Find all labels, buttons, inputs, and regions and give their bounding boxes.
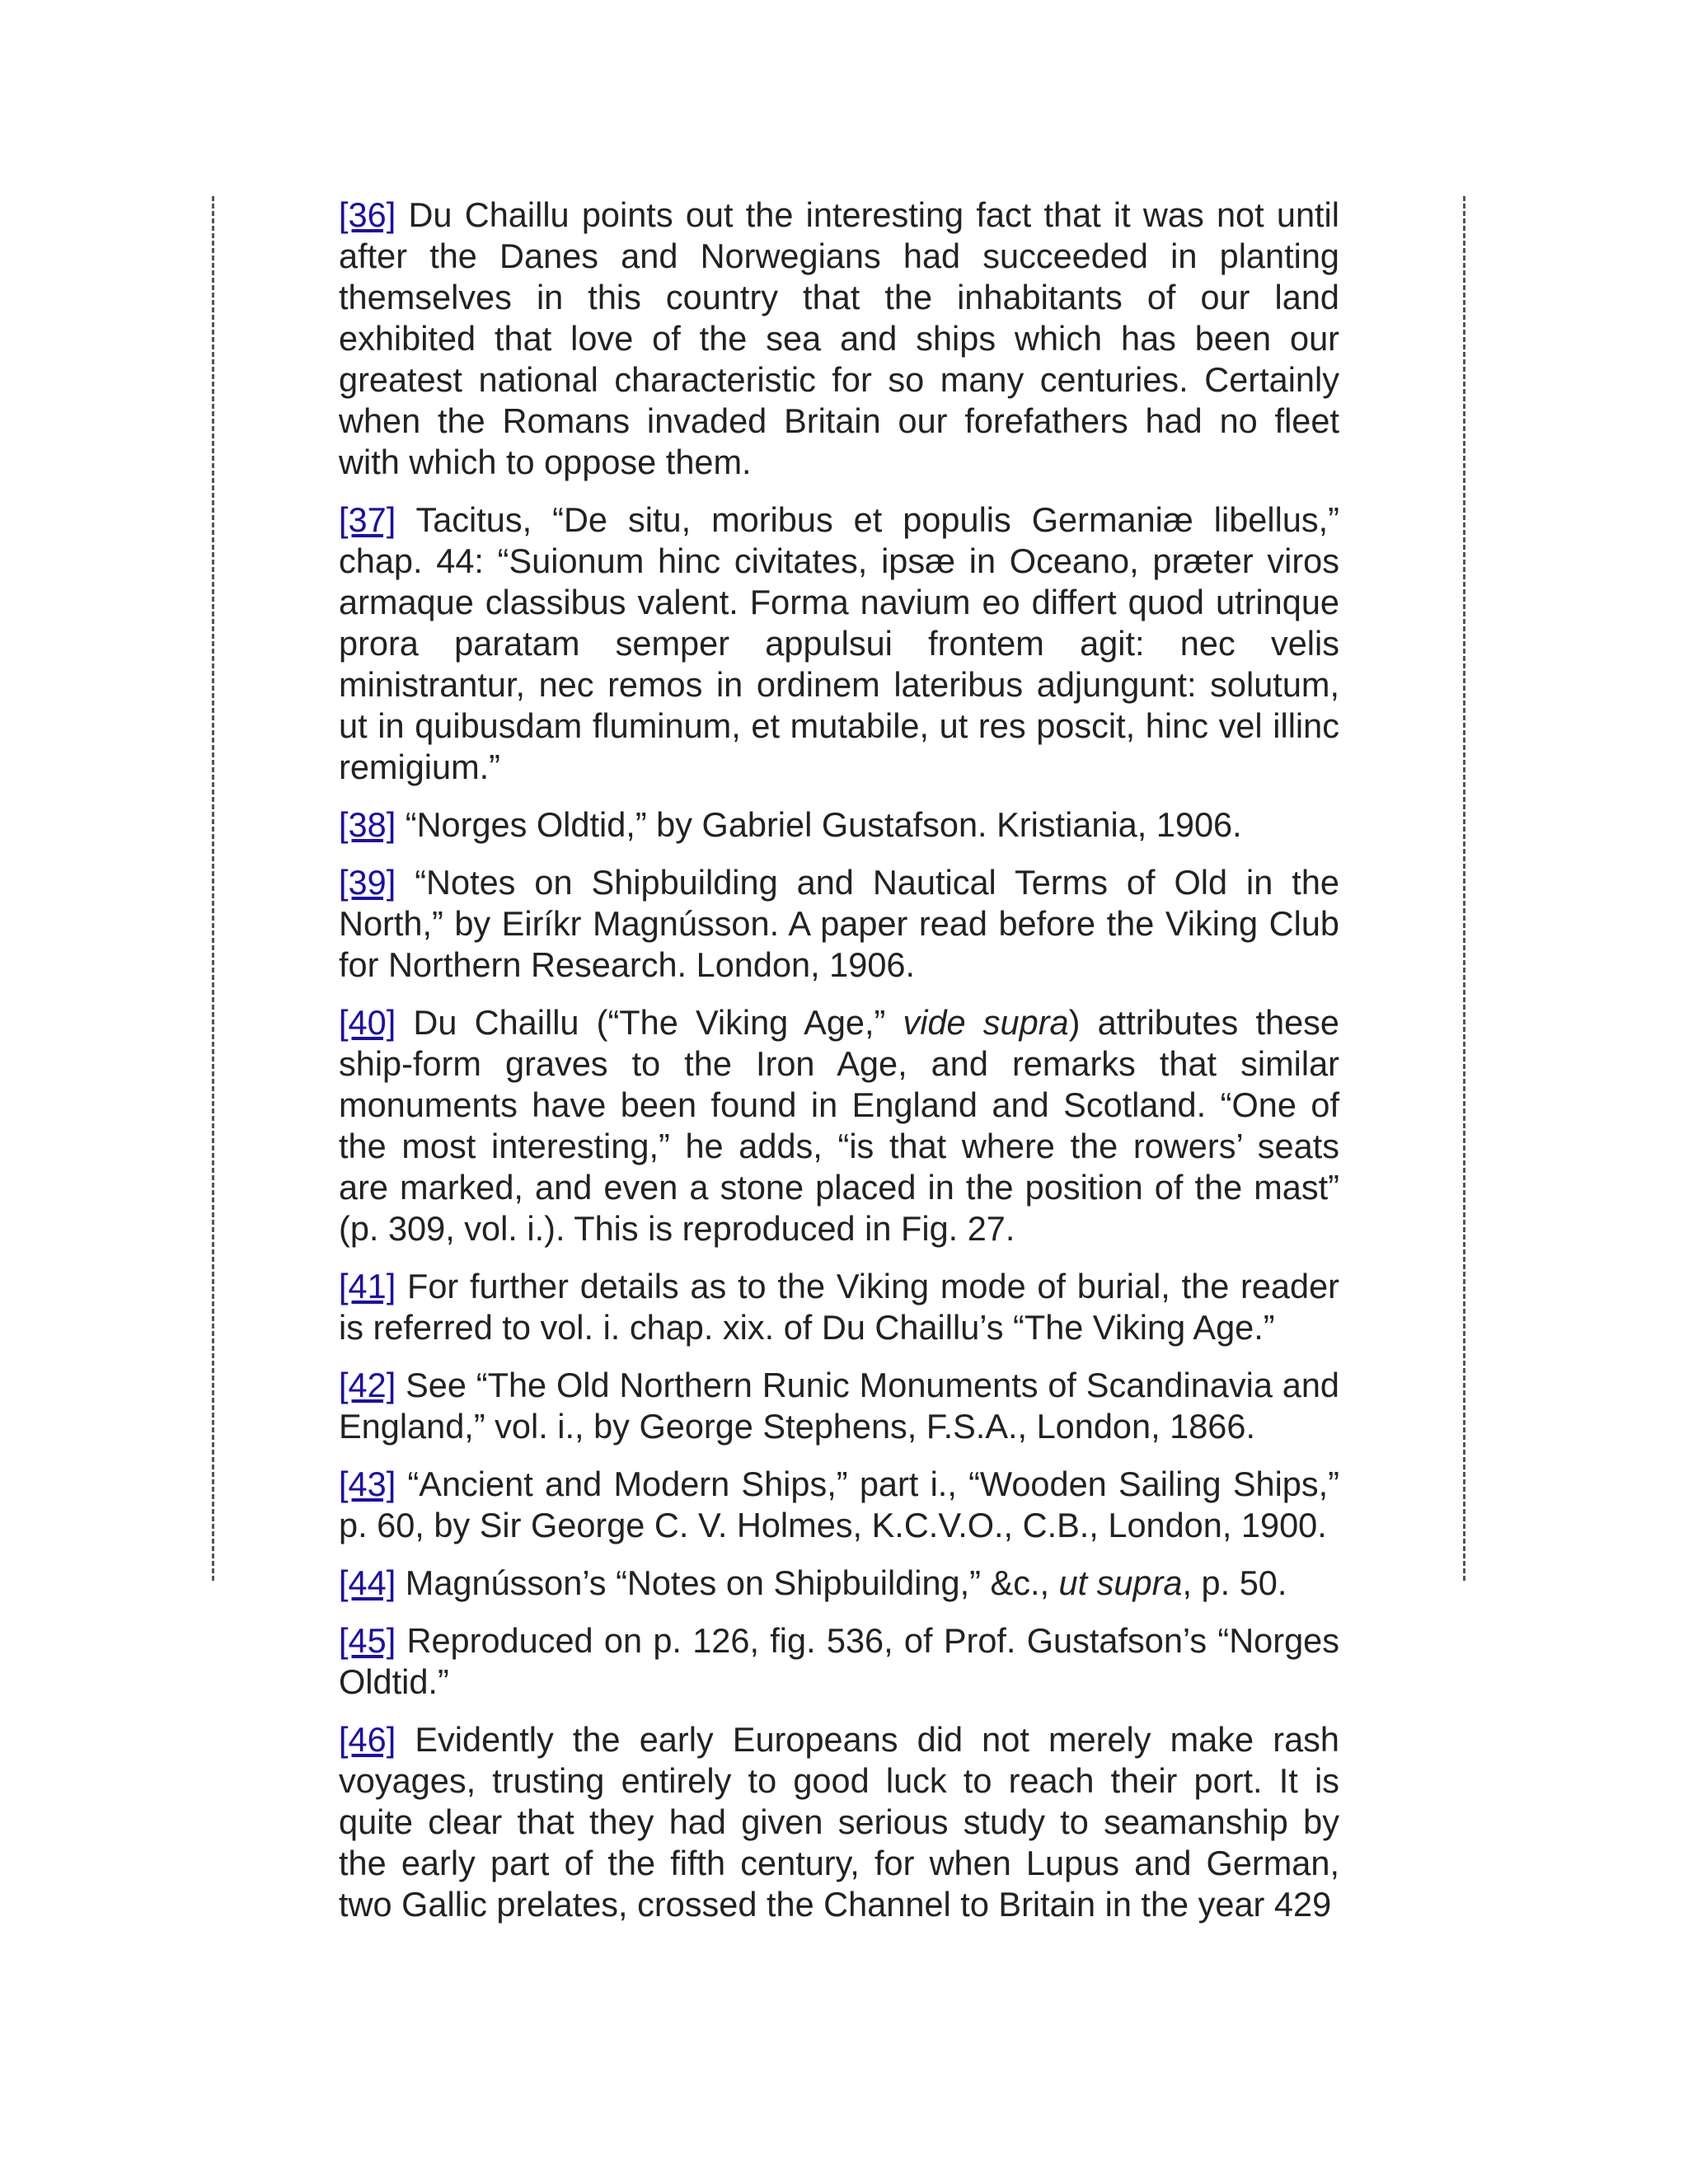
footnote-ref-link[interactable]: [46] (339, 1720, 396, 1759)
footnote-text: Du Chaillu (“The Viking Age,” (396, 1003, 903, 1042)
footnote-text: For further details as to the Viking mode of burial, the reader is referred to vol. i. chap. xix. of Du Chaillu’s “The Viking Age.” (339, 1267, 1339, 1347)
footnote-text: Du Chaillu points out the interesting fact that it was not until after the Danes and Norwegians had succeeded in planting themselves in this country that the inhabitants of our land exhibited that love of the sea and ships which has been our greatest national characteristic for so many centuries. Certainly when the Romans invaded Britain our forefathers had no fleet with which to oppose them. (339, 195, 1339, 481)
footnote (339, 499, 1339, 788)
footnote (339, 1002, 1339, 1249)
footnote (339, 1365, 1339, 1447)
footnote-text: See “The Old Northern Runic Monuments of Scandinavia and England,” vol. i., by George Stephens, F.S.A., London, 1866. (339, 1366, 1339, 1446)
footnote-text: Reproduced on p. 126, fig. 536, of Prof. Gustafson’s “Norges Oldtid.” (339, 1621, 1339, 1701)
footnote-ref-link[interactable]: [38] (339, 805, 396, 844)
footnote-ref-link[interactable]: [45] (339, 1621, 396, 1660)
footnote-ref-link[interactable]: [41] (339, 1267, 396, 1305)
right-margin-dashed-rule (1463, 196, 1465, 1581)
footnote-text: ) attributes these ship-form graves to the Iron Age, and remarks that similar monuments have been found in England and Scotland. “One of the most interesting,” he adds, “is that where the rowers’ seats are marked, and even a stone placed in the position of the mast” (p. 309, vol. i.). This is reproduced in Fig. 27. (339, 1003, 1339, 1248)
footnote (339, 1266, 1339, 1348)
footnote-italic-text: ut supra (1058, 1563, 1183, 1602)
footnote-text: Magnússon’s “Notes on Shipbuilding,” &c., (396, 1563, 1059, 1602)
footnote-text: “Norges Oldtid,” by Gabriel Gustafson. Kristiania, 1906. (396, 805, 1242, 844)
footnote-ref-link[interactable]: [43] (339, 1465, 396, 1503)
footnote-text: “Ancient and Modern Ships,” part i., “Wooden Sailing Ships,” p. 60, by Sir George C. V. Holmes, K.C.V.O., C.B., London, 1900. (339, 1465, 1339, 1544)
footnote-ref-link[interactable]: [37] (339, 500, 396, 539)
footnote (339, 862, 1339, 986)
footnote-list (339, 194, 1339, 1942)
footnote-italic-text: vide supra (903, 1003, 1069, 1042)
footnote-ref-link[interactable]: [39] (339, 863, 396, 902)
footnote (339, 1620, 1339, 1703)
footnote (339, 1563, 1339, 1604)
footnote (339, 194, 1339, 483)
footnote-ref-link[interactable]: [42] (339, 1366, 396, 1404)
footnote-ref-link[interactable]: [44] (339, 1563, 396, 1602)
footnote-text: , p. 50. (1182, 1563, 1287, 1602)
footnote (339, 804, 1339, 846)
footnote-ref-link[interactable]: [40] (339, 1003, 396, 1042)
footnote-text: Tacitus, “De situ, moribus et populis Germaniæ libellus,” chap. 44: “Suionum hinc civitates, ipsæ in Oceano, præter viros armaque classibus valent. Forma navium eo differt quod utrinque prora paratam semper appulsui frontem agit: nec velis ministrantur, nec remos in ordinem lateribus adjungunt: solutum, ut in quibusdam fluminum, et mutabile, ut res poscit, hinc vel illinc remigium.” (339, 500, 1339, 786)
footnote (339, 1719, 1339, 1925)
footnote-ref-link[interactable]: [36] (339, 195, 396, 234)
footnote (339, 1464, 1339, 1546)
footnote-text: Evidently the early Europeans did not merely make rash voyages, trusting entirely to good luck to reach their port. It is quite clear that they had given serious study to seamanship by the early part of the fifth century, for when Lupus and German, two Gallic prelates, crossed the Channel to Britain in the year 429 (339, 1720, 1339, 1924)
footnote-text: “Notes on Shipbuilding and Nautical Terms of Old in the North,” by Eiríkr Magnússon. A paper read before the Viking Club for Northern Research. London, 1906. (339, 863, 1339, 984)
left-margin-dashed-rule (212, 196, 214, 1581)
